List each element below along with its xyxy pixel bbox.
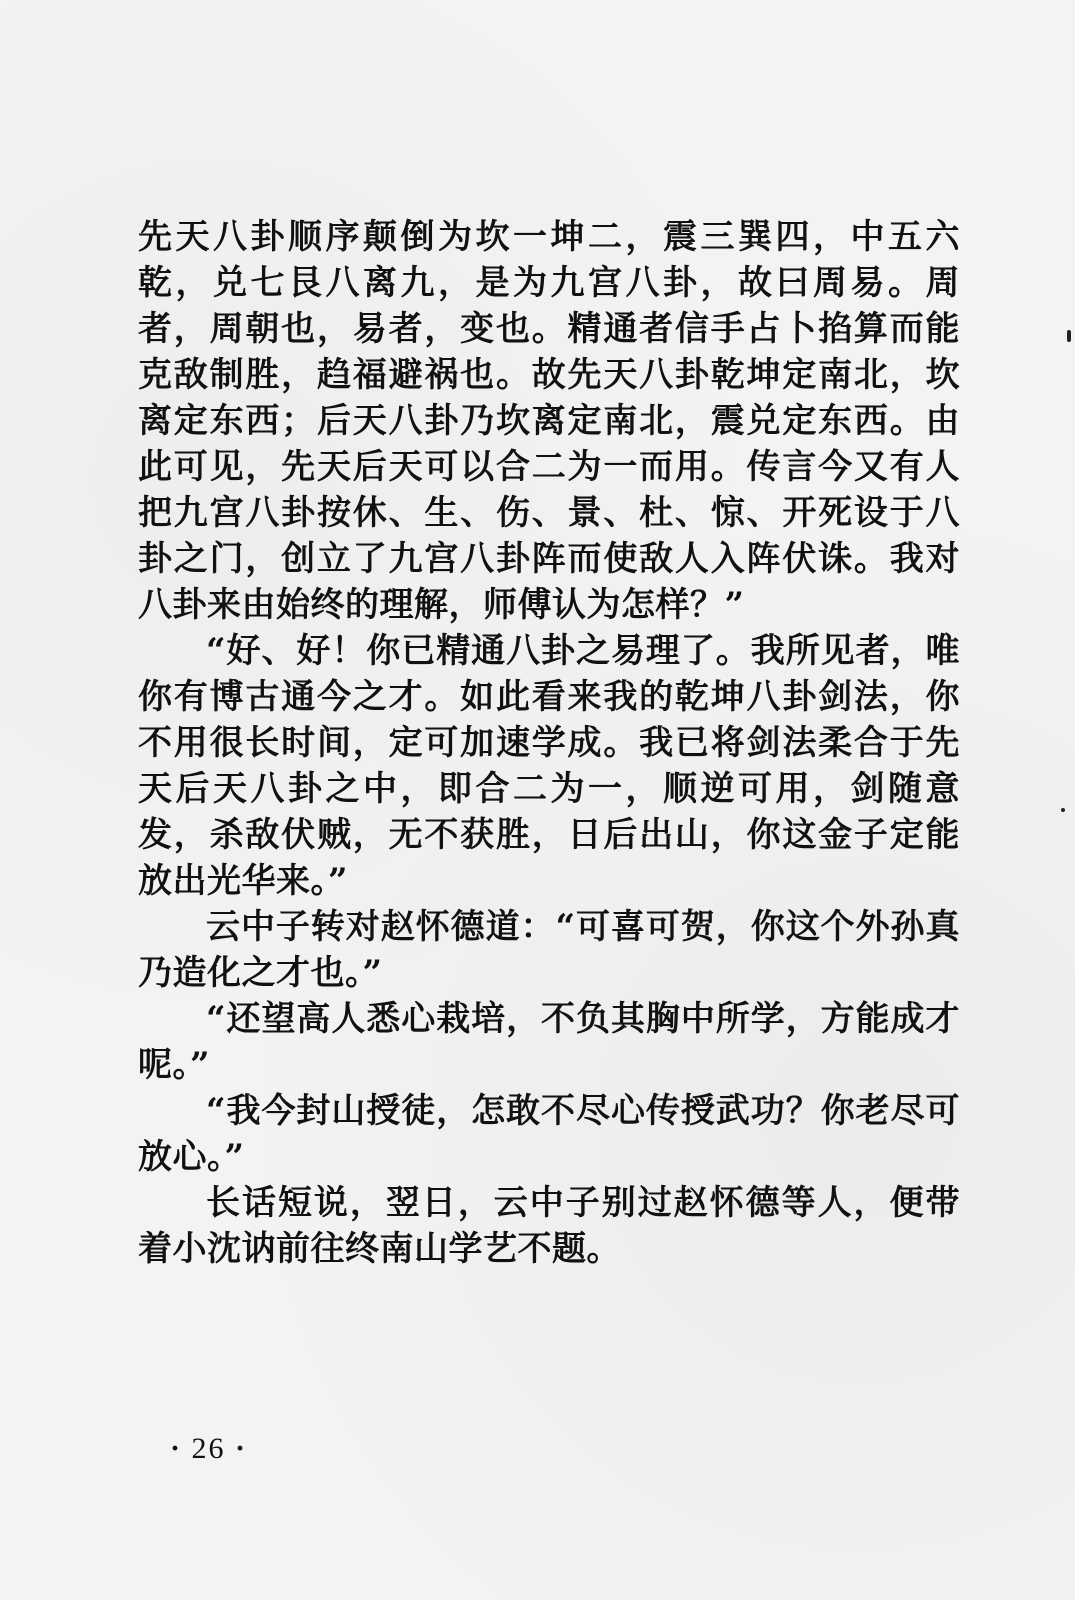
paragraph-2: “好、好！你已精通八卦之易理了。我所见者，唯你有博古通今之才。如此看来我的乾坤八卦剑法，你不用很长时间，定可加速学成。我已将剑法柔合于先天后天八卦之中，即合二为一，顺逆可用，剑随意发，杀敌伏贼，无不获胜，日后出山，你这金子定能放出光华来。” xyxy=(138,631,960,901)
scan-speck xyxy=(1061,808,1065,812)
page-number-footer xyxy=(170,1432,247,1466)
body-text xyxy=(138,214,960,1272)
page-number-dot-right: · xyxy=(235,1432,248,1465)
paragraph-4: “还望高人悉心栽培，不负其胸中所学，方能成才呢。” xyxy=(138,999,960,1085)
paragraph-6: 长话短说，翌日，云中子别过赵怀德等人，便带着小沈讷前往终南山学艺不题。 xyxy=(138,1183,960,1269)
paragraph-5: “我今封山授徒，怎敢不尽心传授武功？你老尽可放心。” xyxy=(138,1091,960,1177)
paragraph-1: 先天八卦顺序颠倒为坎一坤二，震三巽四，中五六乾，兑七艮八离九，是为九宫八卦，故曰周易。周者，周朝也，易者，变也。精通者信手占卜掐算而能克敌制胜，趋福避祸也。故先天八卦乾坤定南北，坎离定东西；后天八卦乃坎离定南北，震兑定东西。由此可见，先天后天可以合二为一而用。传言今又有人把九宫八卦按休、生、伤、景、杜、惊、开死设于八卦之门，创立了九宫八卦阵而使敌人入阵伏诛。我对八卦来由始终的理解，师傅认为怎样？” xyxy=(138,217,960,625)
scan-edge-mark xyxy=(1067,330,1071,342)
paragraph-3: 云中子转对赵怀德道：“可喜可贺，你这个外孙真乃造化之才也。” xyxy=(138,907,960,993)
page-number: 26 xyxy=(191,1432,226,1465)
page-number-dot-left: · xyxy=(170,1432,183,1465)
